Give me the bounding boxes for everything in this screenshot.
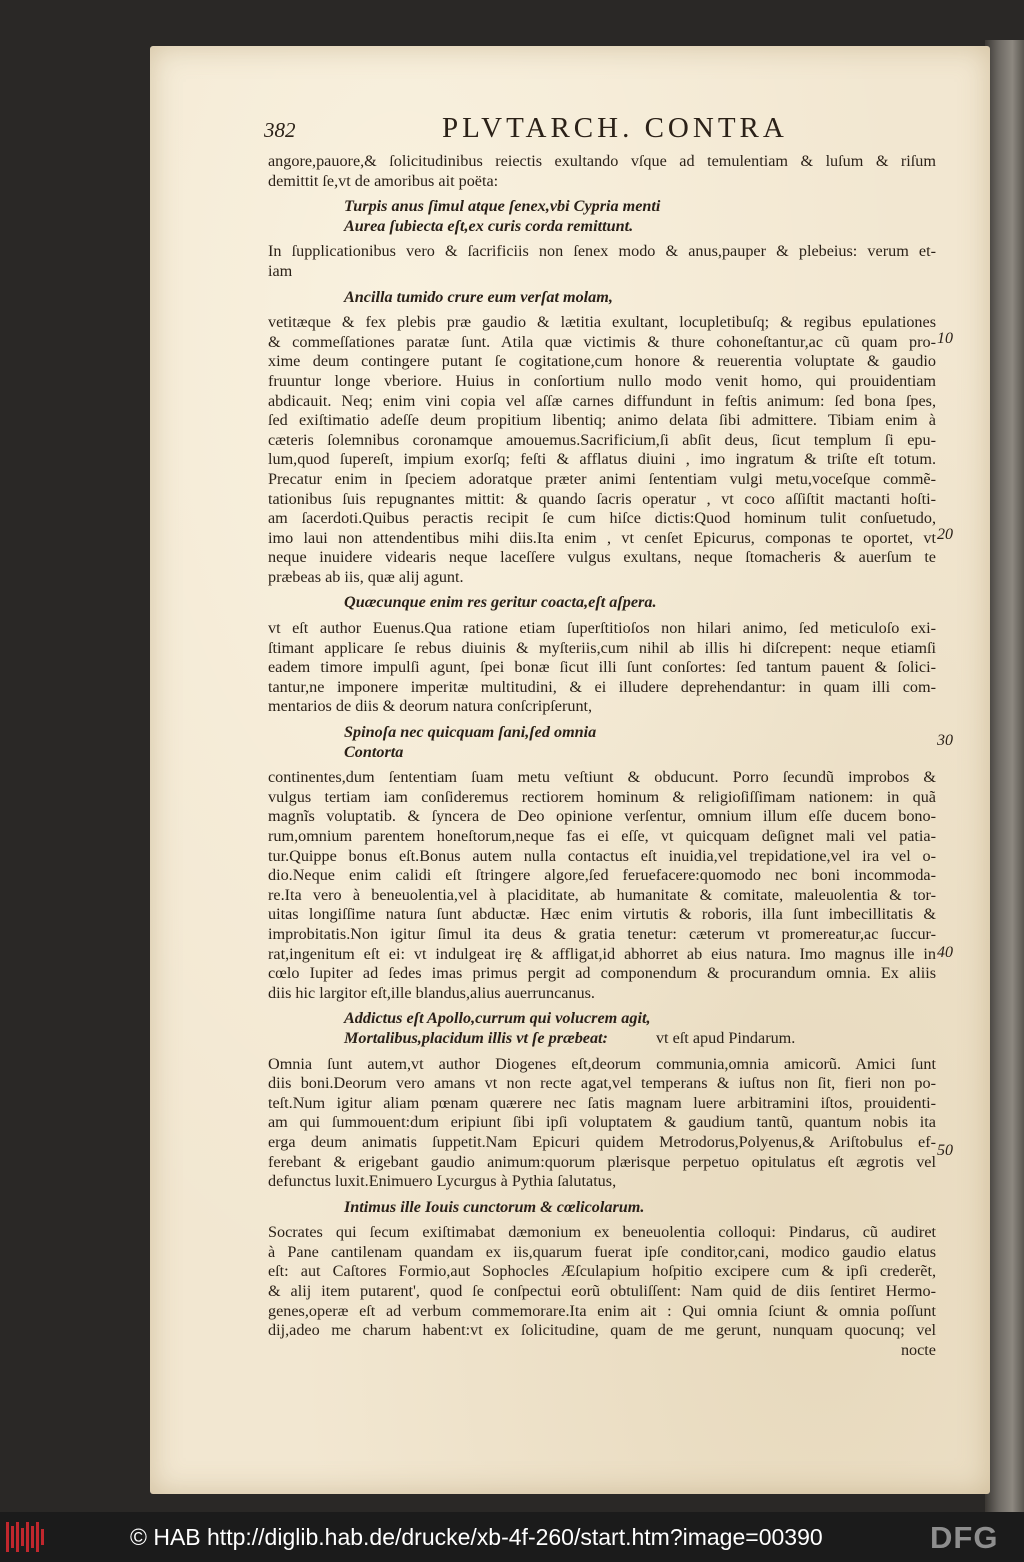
body-text	[268, 152, 936, 1360]
margin-line-number: 10	[937, 330, 953, 347]
text-line: præbeas ab iis, quæ alij agunt.	[268, 567, 464, 586]
text-line: lum,quod ſupereſt, impium exorſq; feſti & afflatus diuini , imo ingratum & triſte eſt totum.	[268, 450, 936, 469]
verse-line-with-attribution	[268, 1029, 936, 1049]
text-line: cæteris ſolemnibus coronamque amouemus.Sacrificium,ſi abſit deus, ſicut templum ſi epu-	[268, 430, 936, 449]
text-line: erga deum animatis ſuppetit.Nam Epicuri quidem Metrodorus,Polyenus,& Ariſtobulus ef-	[268, 1132, 936, 1151]
text-line: & alij item putarent', quod ſe conſpectui eorũ obtuliſſent: Nam quid de diis ſentiret Hermo-	[268, 1282, 936, 1301]
adjacent-page-edge	[985, 40, 1024, 1512]
text-line: à Pane cantilenam quandam ex iis,quarum fuerat ipſe conditor,cani, modico gaudio elatus	[268, 1242, 936, 1261]
hab-logo-icon	[6, 1522, 46, 1552]
text-line: continentes,dum ſententiam ſuam metu veſtiunt & obducunt. Porro ſecundũ improbos &	[268, 768, 936, 787]
text-line: dij,adeo me charum habent:vt ex ſolicitudine, quam de me gerunt, nunquam quocunq; vel	[268, 1321, 936, 1340]
text-line: Precatur enim in ſpeciem adoratque præter animi ſententiam vulgi metu,voceſque commẽ-	[268, 469, 936, 488]
text-line: abdicauit. Neq; enim vini copia vel aſſæ carnes diffundunt in feſtis animum: ſed bona ſpes,	[268, 391, 936, 410]
text-line: teſt.Num igitur aliam pœnam quærere nec ſatis magnam luere arbitramini iſtos, prouidenti-	[268, 1093, 936, 1112]
verse-line: Addictus eſt Apollo,currum qui volucrem agit,	[344, 1009, 651, 1028]
text-line: dio.Neque enim calidi eſt ſtringere algore,ſed feruefacere:quomodo nec boni incommoda-	[268, 866, 936, 885]
margin-line-number: 20	[937, 526, 953, 543]
verse-line: Intimus ille Iouis cunctorum & cœlicolarum.	[344, 1197, 645, 1216]
verse-line: Spinoſa nec quicquam ſani,ſed omnia	[344, 723, 597, 742]
verse-line: Ancilla tumido crure eum verſat molam,	[344, 287, 613, 306]
text-line: ferebant & erigebant gaudio animum:quorum plærisque perpetuo opitulatus eſt ægrotis vel	[268, 1152, 936, 1171]
verse-line: Turpis anus ſimul atque ſenex,vbi Cypria menti	[344, 197, 661, 216]
text-line: nocte	[900, 1340, 936, 1359]
text-line: ſed exiſtimatio adeſſe deum propitium libentiq; animo delata ſibi admittere. Tibiam enim à	[268, 411, 936, 430]
text-line: eſt: aut Caſtores Formio,aut Sophocles Æſculapium hoſpitio excipere cum & ipſi crederẽt,	[268, 1262, 936, 1281]
verse-line: Quæcunque enim res geritur coacta,eſt aſpera.	[344, 593, 657, 612]
text-line: & commeſſationes paratæ ſunt. Atila quæ victimis & thure cohoneſtantur,ac cũ quam pro-	[268, 332, 936, 351]
text-line: cœlo Iupiter ad ſedes imas primus pergit ad componendum & procurandum omnia. Ex aliis	[268, 964, 936, 983]
verse-attribution: vt eſt apud Pindarum.	[655, 1028, 796, 1047]
footer-bar	[0, 1512, 1024, 1562]
text-line: defunctus luxit.Enimuero Lycurgus à Pythia ſalutatus,	[268, 1172, 617, 1191]
running-head	[264, 112, 824, 150]
margin-line-number: 40	[937, 944, 953, 961]
page-number: 382	[264, 118, 296, 142]
text-line: rat,ingenitum eſt ei: vt indulgeat irę & affligat,id abhorret ab eius natura. Imo magnus ille in	[268, 944, 936, 963]
text-line: ſtimant applicare ſe rebus diuinis & myſteriis,cum nihil ab illis hi diſcrepent: neque etiamſi	[268, 638, 936, 657]
text-line: diis hic largitor eſt,ille blandus,alius auerruncanus.	[268, 983, 595, 1002]
text-line: am qui ſummouent:dum eripiunt ſibi ipſi voluptatem & gaudium tantũ, quantum nobis ita	[268, 1113, 936, 1132]
text-line: eadem timore impulſi agunt, ſpei bonæ ſicut illi ſunt conſortes: ſed tantum pauent & ſolici-	[268, 658, 936, 677]
text-line: fruuntur longe vberiore. Huius in conſortium nullo modo venit homo, qui prouidentiam	[268, 371, 936, 390]
text-line: uitas longiſſime natura ſunt abductæ. Hæc enim virtutis & roboris, illa ſunt imbecillitatis &	[268, 905, 936, 924]
text-line: vetitæque & fex plebis præ gaudio & lætitia exultant, locupletibuſq; & regibus epulationes	[268, 313, 936, 332]
text-line: am ſacerdoti.Quibus peractis recipit ſe cum hiſce dictis:Quod hominum tulit conſuetudo,	[268, 509, 936, 528]
text-line: Socrates qui ſecum exiſtimabat dæmonium ex beneuolentia colloqui: Pindarus, cũ audiret	[268, 1223, 936, 1242]
verse-line: Aurea ſubiecta eſt,ex curis corda remittunt.	[344, 216, 634, 235]
text-line: tur.Quippe bonus eſt.Bonus autem nulla contactus eſt inuidia,vel trepidatione,vel ira vel o-	[268, 846, 936, 865]
copyright-link[interactable]: © HAB http://diglib.hab.de/drucke/xb-4f-260/start.htm?image=00390	[130, 1524, 823, 1550]
text-line: rum,omnium parentem honeſtorum,neque fas ei eſſe, vt quicquam deſignet mali vel patia-	[268, 827, 936, 845]
verse-line: Contorta	[344, 742, 404, 761]
verse-text: Mortalibus,placidum illis vt ſe præbeat:	[344, 1028, 608, 1047]
text-line: demittit ſe,vt de amoribus ait poëta:	[268, 171, 499, 190]
text-line: vulgus tertiam iam conſideremus rectiorem hominum & religioſiſſimam nationem: in quã	[268, 787, 936, 806]
dfg-logo: DFG	[930, 1520, 999, 1555]
text-line: genes,operæ eſt ad verbum commemorare.Ita enim ait : Qui omnia ſciunt & omnia poſſunt	[268, 1301, 936, 1320]
text-line: mentarios de diis & deorum natura conſcripſerunt,	[268, 697, 593, 716]
margin-line-number: 50	[937, 1142, 953, 1159]
text-line: vt eſt author Euenus.Qua ratione etiam ſuperſtitioſos non hilari animo, ſed meticuloſo exi-	[268, 619, 936, 638]
text-line: improbitatis.Non igitur ſimul ita deus & gratia tenetur: cæterum vt promereatur,ac ſuccur-	[268, 924, 936, 943]
text-line: xime deum contingere putant ſe cogitatione,cum honore & reuerentia voluptate & gaudio	[268, 352, 936, 371]
text-line: iam	[268, 261, 293, 280]
page-header-title: PLVTARCH. CONTRA	[442, 112, 788, 144]
text-line: diis boni.Deorum vero amans vt non recte agat,vel temperans & iuſtus non ſit, fieri non po-	[268, 1074, 936, 1093]
text-line: angore,pauore,& ſolicitudinibus reiectis exultando vſque ad temulentiam & luſum & riſum	[268, 152, 936, 170]
text-line: imo laui non attendentibus mihi diis.Ita enim , vt cenſet Epicurus, componas te oportet, vt	[268, 528, 936, 547]
text-line: In ſupplicationibus vero & ſacrificiis non ſenex modo & anus,pauper & plebeius: verum et-	[268, 242, 936, 261]
margin-line-number: 30	[937, 732, 953, 749]
text-line: tantur,ne imponere imperitæ multitudini, & ei illudere deprehendantur: in quam illi com-	[268, 677, 936, 696]
text-line: re.Ita vero à beneuolentia,vel à placiditate, ab humanitate & comitate, maleuolentia & tor-	[268, 885, 936, 904]
text-line: magnĩs voluptatib. & ſyncera de Deo opinione verſentur, omnium illum eſſe ducem bono-	[268, 807, 936, 826]
text-line: Omnia ſunt autem,vt author Diogenes eſt,deorum communia,omnia amicorũ. Amici ſunt	[268, 1054, 936, 1073]
text-line: tationibus ſuis repugnantes mittit: & quando ſacris operatur , vt coco aſſiſtit mactanti hoſti-	[268, 489, 936, 508]
text-line: neque inuidere videaris neque laceſſere vulgus exultans, neque ſtomacheris & auerſum te	[268, 548, 936, 567]
